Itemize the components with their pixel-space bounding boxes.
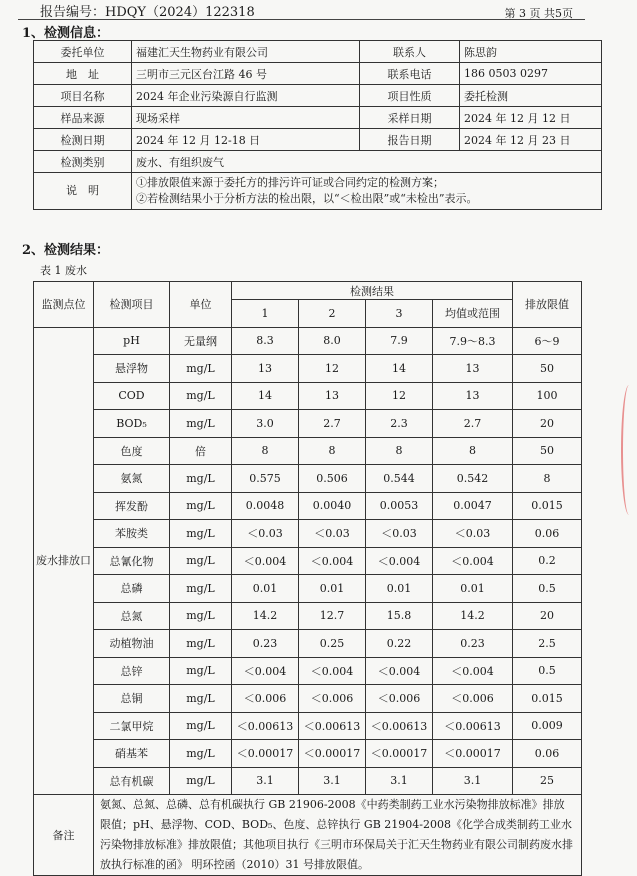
unit: mg/L xyxy=(170,602,232,630)
item-name: 苯胺类 xyxy=(94,520,170,548)
emission-limit: 100 xyxy=(513,382,582,410)
result-1: 0.01 xyxy=(232,575,299,603)
result-3: 3.1 xyxy=(366,767,433,795)
result-2: 2.7 xyxy=(299,410,366,438)
item-name: 总氮 xyxy=(94,602,170,630)
result-2: ＜0.03 xyxy=(299,520,366,548)
result-average: 0.0047 xyxy=(433,492,513,520)
col-header-unit: 单位 xyxy=(170,282,232,328)
result-3: ＜0.004 xyxy=(366,657,433,685)
info-row xyxy=(34,63,602,85)
result-3: ＜0.00017 xyxy=(366,740,433,768)
emission-limit: 20 xyxy=(513,410,582,438)
emission-limit: 25 xyxy=(513,767,582,795)
result-1: ＜0.03 xyxy=(232,520,299,548)
item-name: 总氰化物 xyxy=(94,547,170,575)
result-1: ＜0.006 xyxy=(232,685,299,713)
info-row xyxy=(34,41,602,63)
red-seal-stamp-edge xyxy=(621,385,637,515)
result-3: ＜0.00613 xyxy=(366,712,433,740)
col-header-limit: 排放限值 xyxy=(513,282,582,328)
result-1: ＜0.004 xyxy=(232,547,299,575)
emission-limit: 0.5 xyxy=(513,575,582,603)
info-label: 地 址 xyxy=(34,63,132,85)
item-name: 总锌 xyxy=(94,657,170,685)
table-row xyxy=(34,575,582,603)
table-row xyxy=(34,657,582,685)
section-1-title: 1、检测信息： xyxy=(22,26,110,41)
info-label: 联系电话 xyxy=(360,63,460,85)
result-2: ＜0.006 xyxy=(299,685,366,713)
table-row xyxy=(34,630,582,658)
emission-limit: 50 xyxy=(513,355,582,383)
unit: mg/L xyxy=(170,492,232,520)
info-label: 项目性质 xyxy=(360,85,460,107)
table-row xyxy=(34,685,582,713)
info-value: 2024 年 12 月 12-18 日 xyxy=(132,129,360,151)
section-2-title: 2、检测结果： xyxy=(22,243,110,258)
unit: mg/L xyxy=(170,767,232,795)
item-name: 总有机碳 xyxy=(94,767,170,795)
emission-limit: 0.015 xyxy=(513,492,582,520)
col-header-point: 监测点位 xyxy=(34,282,94,328)
emission-limit: 20 xyxy=(513,602,582,630)
table-row xyxy=(34,437,582,465)
emission-limit: 0.2 xyxy=(513,547,582,575)
info-value: 186 0503 0297 xyxy=(460,63,602,85)
result-2: 12 xyxy=(299,355,366,383)
info-row-notes xyxy=(34,173,602,210)
info-value: 2024 年企业污染源自行监测 xyxy=(132,85,360,107)
result-2: 0.506 xyxy=(299,465,366,493)
emission-limit: 0.5 xyxy=(513,657,582,685)
result-1: 3.0 xyxy=(232,410,299,438)
result-average: 0.01 xyxy=(433,575,513,603)
unit: mg/L xyxy=(170,465,232,493)
table-row xyxy=(34,712,582,740)
result-2: 3.1 xyxy=(299,767,366,795)
unit: 无量纲 xyxy=(170,327,232,355)
result-2: 0.01 xyxy=(299,575,366,603)
result-2: 8 xyxy=(299,437,366,465)
emission-limit: 0.06 xyxy=(513,520,582,548)
info-label: 说 明 xyxy=(34,173,132,210)
result-2: 13 xyxy=(299,382,366,410)
result-1: 3.1 xyxy=(232,767,299,795)
info-row xyxy=(34,107,602,129)
unit: mg/L xyxy=(170,575,232,603)
result-3: 0.0053 xyxy=(366,492,433,520)
header-rule xyxy=(18,19,585,20)
unit: mg/L xyxy=(170,685,232,713)
result-3: 15.8 xyxy=(366,602,433,630)
item-name: pH xyxy=(94,327,170,355)
item-name: 硝基苯 xyxy=(94,740,170,768)
result-average: ＜0.004 xyxy=(433,547,513,575)
result-3: 0.22 xyxy=(366,630,433,658)
report-number: 报告编号：HDQY（2024）122318 xyxy=(40,5,255,20)
result-3: 14 xyxy=(366,355,433,383)
item-name: 悬浮物 xyxy=(94,355,170,383)
info-label: 检测日期 xyxy=(34,129,132,151)
unit: mg/L xyxy=(170,355,232,383)
unit: mg/L xyxy=(170,547,232,575)
wastewater-results-table xyxy=(33,281,582,876)
result-1: 8.3 xyxy=(232,327,299,355)
info-value: 2024 年 12 月 12 日 xyxy=(460,107,602,129)
result-3: 0.01 xyxy=(366,575,433,603)
table-row xyxy=(34,740,582,768)
info-value: 现场采样 xyxy=(132,107,360,129)
result-average: ＜0.03 xyxy=(433,520,513,548)
result-average: ＜0.00017 xyxy=(433,740,513,768)
col-header-item: 检测项目 xyxy=(94,282,170,328)
result-3: 12 xyxy=(366,382,433,410)
info-value: 废水、有组织废气 xyxy=(132,151,602,173)
remark-row xyxy=(34,795,582,876)
note-line: ②若检测结果小于分析方法的检出限，以“＜检出限”或“未检出”表示。 xyxy=(136,192,478,205)
item-name: 二氯甲烷 xyxy=(94,712,170,740)
info-label: 采样日期 xyxy=(360,107,460,129)
result-2: 12.7 xyxy=(299,602,366,630)
result-average: ＜0.00613 xyxy=(433,712,513,740)
remark-label: 备注 xyxy=(34,795,94,876)
col-subheader: 3 xyxy=(366,300,433,328)
table-row xyxy=(34,547,582,575)
item-name: 挥发酚 xyxy=(94,492,170,520)
result-2: 0.25 xyxy=(299,630,366,658)
result-1: ＜0.00613 xyxy=(232,712,299,740)
monitoring-point: 废水排放口 xyxy=(34,327,94,795)
unit: mg/L xyxy=(170,410,232,438)
item-name: 氨氮 xyxy=(94,465,170,493)
result-average: 13 xyxy=(433,382,513,410)
result-average: 13 xyxy=(433,355,513,383)
result-average: 7.9～8.3 xyxy=(433,327,513,355)
table-1-caption: 表 1 废水 xyxy=(40,264,87,277)
result-average: 8 xyxy=(433,437,513,465)
info-label: 联系人 xyxy=(360,41,460,63)
info-label: 报告日期 xyxy=(360,129,460,151)
emission-limit: 2.5 xyxy=(513,630,582,658)
col-header-results: 检测结果 xyxy=(232,282,513,300)
info-row xyxy=(34,129,602,151)
unit: mg/L xyxy=(170,382,232,410)
info-label: 委托单位 xyxy=(34,41,132,63)
result-3: 8 xyxy=(366,437,433,465)
info-value: 2024 年 12 月 23 日 xyxy=(460,129,602,151)
info-notes xyxy=(132,173,602,210)
result-average: 3.1 xyxy=(433,767,513,795)
result-average: ＜0.006 xyxy=(433,685,513,713)
emission-limit: 8 xyxy=(513,465,582,493)
info-value: 陈思韵 xyxy=(460,41,602,63)
emission-limit: 0.015 xyxy=(513,685,582,713)
result-average: 2.7 xyxy=(433,410,513,438)
unit: mg/L xyxy=(170,630,232,658)
result-3: ＜0.006 xyxy=(366,685,433,713)
result-2: 8.0 xyxy=(299,327,366,355)
col-subheader: 2 xyxy=(299,300,366,328)
result-average: 0.23 xyxy=(433,630,513,658)
table-row xyxy=(34,382,582,410)
result-3: ＜0.03 xyxy=(366,520,433,548)
result-2: ＜0.004 xyxy=(299,547,366,575)
result-2: ＜0.00613 xyxy=(299,712,366,740)
remark-text: 氨氮、总氮、总磷、总有机碳执行 GB 21906-2008《中药类制药工业水污染物排放标准》排放限值；pH、悬浮物、COD、BOD₅、色度、总锌执行 GB 21904-2008《化学合成类制药工业水污染物排放标准》排放限值；其他项目执行《三明市环保局关于汇天生物药业有限公司制药废水排放执行标准的函》 明环控函（2010）31 号排放限值。 xyxy=(94,795,582,876)
unit: mg/L xyxy=(170,520,232,548)
table-row xyxy=(34,767,582,795)
result-1: 0.0048 xyxy=(232,492,299,520)
unit: 倍 xyxy=(170,437,232,465)
unit: mg/L xyxy=(170,740,232,768)
item-name: COD xyxy=(94,382,170,410)
emission-limit: 0.06 xyxy=(513,740,582,768)
info-value: 福建汇天生物药业有限公司 xyxy=(132,41,360,63)
result-3: 2.3 xyxy=(366,410,433,438)
info-row-category xyxy=(34,151,602,173)
item-name: 总铜 xyxy=(94,685,170,713)
result-3: 0.544 xyxy=(366,465,433,493)
result-1: ＜0.00017 xyxy=(232,740,299,768)
result-1: 14 xyxy=(232,382,299,410)
unit: mg/L xyxy=(170,712,232,740)
table-row xyxy=(34,327,582,355)
result-1: 13 xyxy=(232,355,299,383)
info-label: 项目名称 xyxy=(34,85,132,107)
unit: mg/L xyxy=(170,657,232,685)
result-3: 7.9 xyxy=(366,327,433,355)
result-1: ＜0.004 xyxy=(232,657,299,685)
info-row xyxy=(34,85,602,107)
result-2: ＜0.004 xyxy=(299,657,366,685)
page-number: 第 3 页 共5页 xyxy=(504,7,573,20)
table-row xyxy=(34,492,582,520)
note-line: ①排放限值来源于委托方的排污许可证或合同约定的检测方案； xyxy=(136,176,444,189)
info-value: 委托检测 xyxy=(460,85,602,107)
result-1: 0.575 xyxy=(232,465,299,493)
result-3: ＜0.004 xyxy=(366,547,433,575)
result-1: 0.23 xyxy=(232,630,299,658)
result-average: 0.542 xyxy=(433,465,513,493)
col-subheader: 均值或范围 xyxy=(433,300,513,328)
result-average: ＜0.004 xyxy=(433,657,513,685)
item-name: BOD₅ xyxy=(94,410,170,438)
result-average: 14.2 xyxy=(433,602,513,630)
table-row xyxy=(34,520,582,548)
header-row xyxy=(34,282,582,300)
result-1: 14.2 xyxy=(232,602,299,630)
info-label: 样品来源 xyxy=(34,107,132,129)
emission-limit: 0.009 xyxy=(513,712,582,740)
item-name: 动植物油 xyxy=(94,630,170,658)
emission-limit: 6～9 xyxy=(513,327,582,355)
inspection-info-table xyxy=(33,40,602,210)
item-name: 色度 xyxy=(94,437,170,465)
result-2: ＜0.00017 xyxy=(299,740,366,768)
table-row xyxy=(34,465,582,493)
emission-limit: 50 xyxy=(513,437,582,465)
table-row xyxy=(34,410,582,438)
info-value: 三明市三元区台江路 46 号 xyxy=(132,63,360,85)
table-row xyxy=(34,355,582,383)
item-name: 总磷 xyxy=(94,575,170,603)
result-1: 8 xyxy=(232,437,299,465)
table-row xyxy=(34,602,582,630)
info-label: 检测类别 xyxy=(34,151,132,173)
result-2: 0.0040 xyxy=(299,492,366,520)
col-subheader: 1 xyxy=(232,300,299,328)
